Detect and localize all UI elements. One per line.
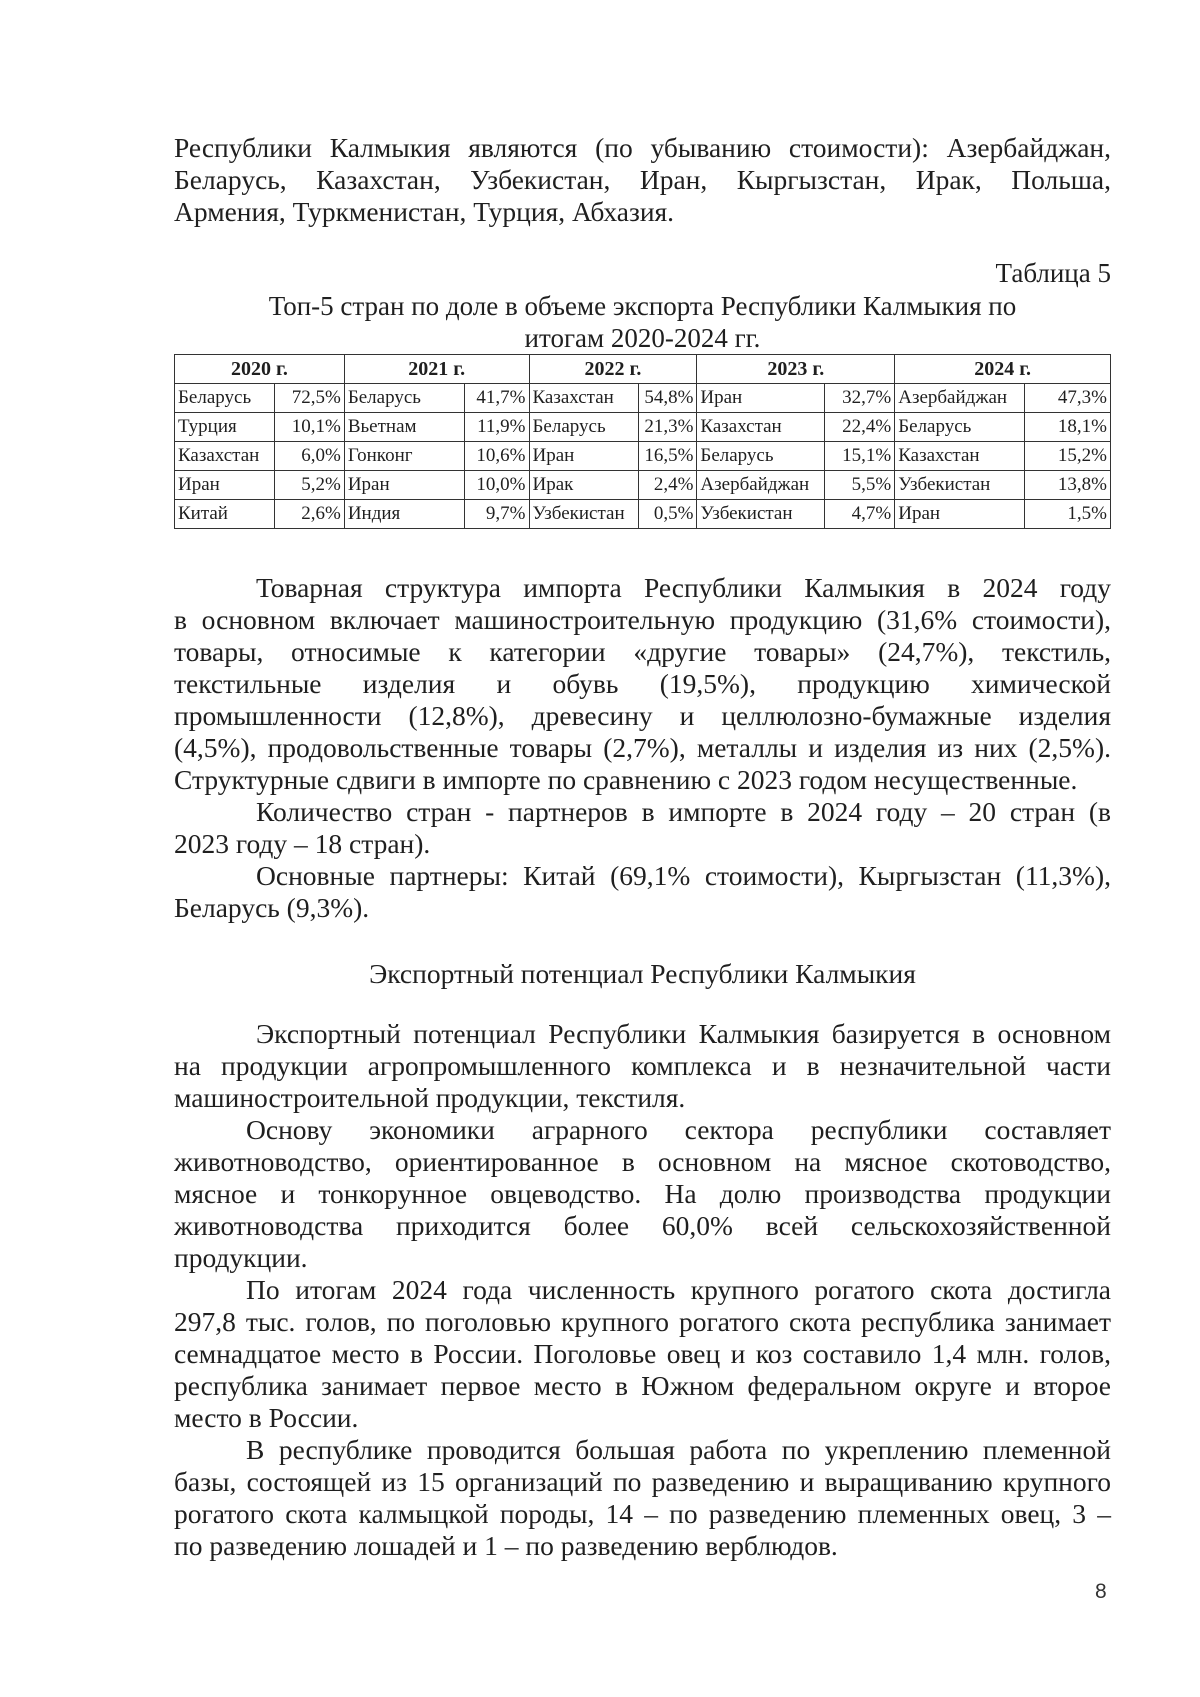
share-cell: 15,2% bbox=[1025, 442, 1111, 471]
year-header: 2023 г. bbox=[697, 355, 895, 384]
text-line: Основу экономики аграрного сектора республики составляет bbox=[246, 1114, 1111, 1145]
country-cell: Азербайджан bbox=[697, 471, 825, 500]
text-line: 297,8 тыс. голов, по поголовью крупного рогатого скота республика занимает bbox=[174, 1306, 1111, 1337]
text-line: товары, относимые к категории «другие товары» (24,7%), текстиль, bbox=[174, 636, 1111, 667]
country-cell: Турция bbox=[175, 413, 275, 442]
text-line: По итогам 2024 года численность крупного рогатого скота достигла bbox=[246, 1274, 1111, 1305]
text-line: машиностроительной продукции, текстиля. bbox=[174, 1082, 686, 1113]
text-line: В республике проводится большая работа по укреплению племенной bbox=[246, 1434, 1111, 1465]
country-cell: Узбекистан bbox=[529, 500, 639, 529]
country-cell: Ирак bbox=[529, 471, 639, 500]
country-cell: Вьетнам bbox=[344, 413, 464, 442]
table-header-row bbox=[175, 355, 1111, 384]
share-cell: 11,9% bbox=[464, 413, 529, 442]
share-cell: 18,1% bbox=[1025, 413, 1111, 442]
share-cell: 2,6% bbox=[274, 500, 344, 529]
country-cell: Индия bbox=[344, 500, 464, 529]
share-cell: 15,1% bbox=[825, 442, 895, 471]
share-cell: 0,5% bbox=[639, 500, 697, 529]
country-cell: Гонконг bbox=[344, 442, 464, 471]
text-line: (4,5%), продовольственные товары (2,7%), металлы и изделия из них (2,5%). bbox=[174, 732, 1111, 763]
share-cell: 2,4% bbox=[639, 471, 697, 500]
text-line: мясное и тонкорунное овцеводство. На долю производства продукции bbox=[174, 1178, 1111, 1209]
country-cell: Казахстан bbox=[697, 413, 825, 442]
country-cell: Азербайджан bbox=[895, 384, 1025, 413]
table-title-line: Топ-5 стран по доле в объеме экспорта Республики Калмыкия по bbox=[268, 291, 1017, 321]
text-line: рогатого скота калмыцкой породы, 14 – по разведению племенных овец, 3 – bbox=[174, 1498, 1111, 1529]
share-cell: 1,5% bbox=[1025, 500, 1111, 529]
share-cell: 4,7% bbox=[825, 500, 895, 529]
text-line: Республики Калмыкия являются (по убыванию стоимости): Азербайджан, bbox=[174, 132, 1111, 163]
share-cell: 10,6% bbox=[464, 442, 529, 471]
country-cell: Беларусь bbox=[895, 413, 1025, 442]
country-cell: Китай bbox=[175, 500, 275, 529]
text-line: Беларусь, Казахстан, Узбекистан, Иран, Кыргызстан, Ирак, Польша, bbox=[174, 164, 1111, 195]
text-line: Товарная структура импорта Республики Калмыкия в 2024 году bbox=[256, 572, 1111, 603]
country-cell: Иран bbox=[895, 500, 1025, 529]
text-line: текстильные изделия и обувь (19,5%), продукцию химической bbox=[174, 668, 1111, 699]
share-cell: 10,0% bbox=[464, 471, 529, 500]
text-line: животноводство, ориентированное в основном на мясное скотоводство, bbox=[174, 1146, 1111, 1177]
text-line: место в России. bbox=[174, 1402, 359, 1433]
country-cell: Казахстан bbox=[175, 442, 275, 471]
text-line: продукции. bbox=[174, 1242, 308, 1273]
share-cell: 47,3% bbox=[1025, 384, 1111, 413]
country-cell: Беларусь bbox=[344, 384, 464, 413]
table-row bbox=[175, 471, 1111, 500]
table-row bbox=[175, 500, 1111, 529]
share-cell: 54,8% bbox=[639, 384, 697, 413]
share-cell: 41,7% bbox=[464, 384, 529, 413]
share-cell: 5,5% bbox=[825, 471, 895, 500]
country-cell: Беларусь bbox=[697, 442, 825, 471]
text-line: Армения, Туркменистан, Турция, Абхазия. bbox=[174, 196, 675, 227]
table-title bbox=[174, 290, 1111, 354]
share-cell: 13,8% bbox=[1025, 471, 1111, 500]
table-row bbox=[175, 384, 1111, 413]
year-header: 2024 г. bbox=[895, 355, 1111, 384]
year-header: 2022 г. bbox=[529, 355, 697, 384]
text-line: Экспортный потенциал Республики Калмыкия базируется в основном bbox=[256, 1018, 1111, 1049]
table-row bbox=[175, 413, 1111, 442]
text-line: 2023 году – 18 стран). bbox=[174, 828, 431, 859]
country-cell: Узбекистан bbox=[697, 500, 825, 529]
text-line: базы, состоящей из 15 организаций по разведению и выращиванию крупного bbox=[174, 1466, 1111, 1497]
country-cell: Иран bbox=[344, 471, 464, 500]
country-cell: Иран bbox=[697, 384, 825, 413]
country-cell: Иран bbox=[529, 442, 639, 471]
page-number: 8 bbox=[1095, 1580, 1107, 1603]
export-potential-paragraph bbox=[174, 1018, 1111, 1562]
text-line: промышленности (12,8%), древесину и целлюлозно-бумажные изделия bbox=[174, 700, 1111, 731]
intro-paragraph bbox=[174, 132, 1111, 228]
export-top5-table bbox=[174, 354, 1111, 529]
share-cell: 22,4% bbox=[825, 413, 895, 442]
text-line: по разведению лошадей и 1 – по разведению верблюдов. bbox=[174, 1530, 838, 1561]
text-line: в основном включает машиностроительную продукцию (31,6% стоимости), bbox=[174, 604, 1111, 635]
share-cell: 16,5% bbox=[639, 442, 697, 471]
text-line: животноводства приходится более 60,0% всей сельскохозяйственной bbox=[174, 1210, 1111, 1241]
year-header: 2020 г. bbox=[175, 355, 345, 384]
share-cell: 5,2% bbox=[274, 471, 344, 500]
country-cell: Казахстан bbox=[895, 442, 1025, 471]
text-line: на продукции агропромышленного комплекса и в незначительной части bbox=[174, 1050, 1111, 1081]
import-structure-paragraph bbox=[174, 572, 1111, 924]
country-cell: Беларусь bbox=[175, 384, 275, 413]
table-title-line: итогам 2020-2024 гг. bbox=[524, 323, 761, 353]
text-line: Основные партнеры: Китай (69,1% стоимости), Кыргызстан (11,3%), bbox=[256, 860, 1111, 891]
share-cell: 72,5% bbox=[274, 384, 344, 413]
share-cell: 21,3% bbox=[639, 413, 697, 442]
text-line: Количество стран - партнеров в импорте в 2024 году – 20 стран (в bbox=[256, 796, 1111, 827]
share-cell: 6,0% bbox=[274, 442, 344, 471]
year-header: 2021 г. bbox=[344, 355, 529, 384]
table-number: Таблица 5 bbox=[995, 258, 1111, 288]
country-cell: Узбекистан bbox=[895, 471, 1025, 500]
section-heading: Экспортный потенциал Республики Калмыкия bbox=[369, 958, 916, 989]
share-cell: 32,7% bbox=[825, 384, 895, 413]
text-line: семнадцатое место в России. Поголовье овец и коз составило 1,4 млн. голов, bbox=[174, 1338, 1111, 1369]
share-cell: 9,7% bbox=[464, 500, 529, 529]
text-line: республика занимает первое место в Южном федеральном округе и второе bbox=[174, 1370, 1111, 1401]
text-line: Структурные сдвиги в импорте по сравнению с 2023 годом несущественные. bbox=[174, 764, 1078, 795]
share-cell: 10,1% bbox=[274, 413, 344, 442]
country-cell: Казахстан bbox=[529, 384, 639, 413]
table-row bbox=[175, 442, 1111, 471]
text-line: Беларусь (9,3%). bbox=[174, 892, 370, 923]
country-cell: Иран bbox=[175, 471, 275, 500]
country-cell: Беларусь bbox=[529, 413, 639, 442]
